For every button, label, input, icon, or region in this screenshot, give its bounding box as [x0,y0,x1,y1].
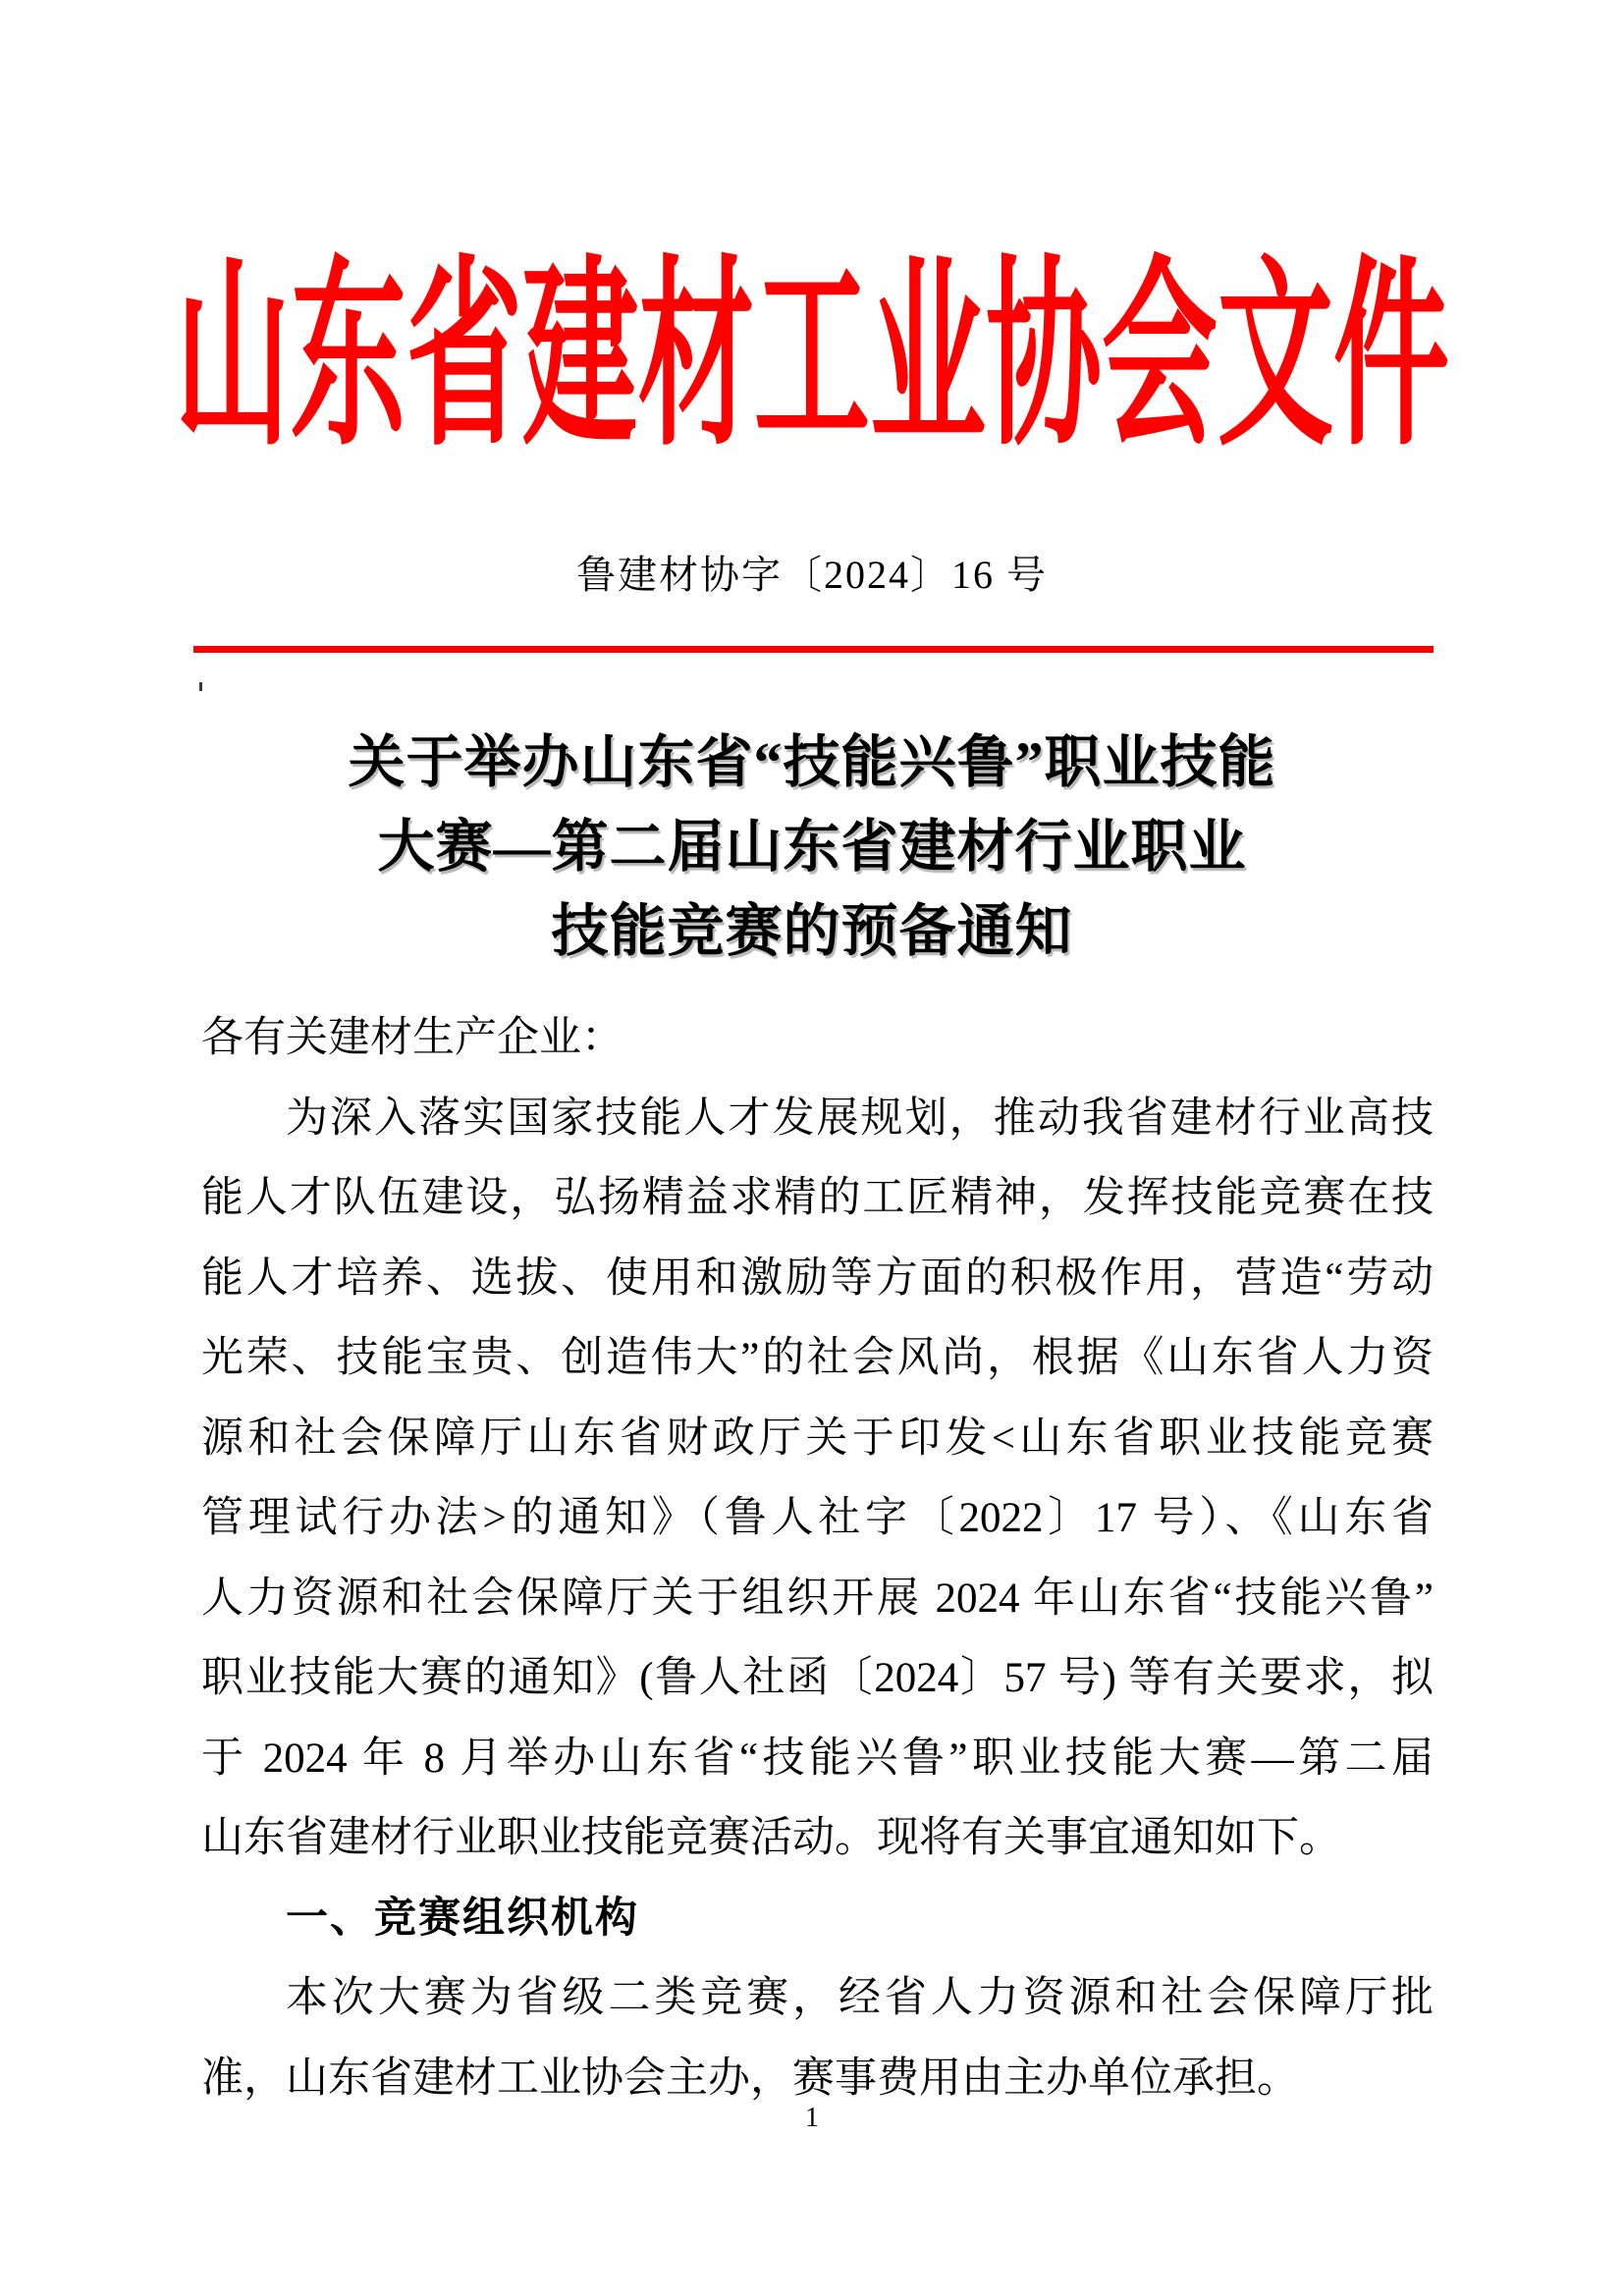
paragraph-1-line: 于 2024 年 8 月举办山东省“技能兴鲁”职业技能大赛—第二届 [201,1735,1434,1782]
paragraph-1-line: 人力资源和社会保障厅关于组织开展 2024 年山东省“技能兴鲁” [201,1575,1434,1622]
document-title-line-1: 关于举办山东省“技能兴鲁”职业技能 [348,730,1276,794]
paragraph-1-line: 管理试行办法>的通知》（鲁人社字〔2022〕17 号）、《山东省 [201,1495,1434,1541]
red-header-banner [0,244,1624,470]
paragraph-1-line: 光荣、技能宝贵、创造伟大”的社会风尚，根据《山东省人力资 [201,1335,1434,1381]
document-body [201,998,1434,2118]
stray-tick-mark [199,682,202,691]
section-heading: 一、竞赛组织机构 [286,1894,639,1942]
paragraph-1-line: 能人才培养、选拔、使用和激励等方面的积极作用，营造“劳动 [201,1255,1434,1302]
salutation: 各有关建材生产企业： [201,1015,623,1061]
page-number: 1 [805,2103,819,2133]
document-title [0,721,1624,974]
document-title-line-2: 大赛—第二届山东省建材行业职业 [377,815,1247,879]
paragraph-1-line: 为深入落实国家技能人才发展规划，推动我省建材行业高技 [286,1095,1434,1142]
paragraph-1-line: 山东省建材行业职业技能竞赛活动。现将有关事宜通知如下。 [201,1815,1341,1861]
document-number: 鲁建材协字〔2024〕16 号 [576,553,1048,597]
red-divider-line [193,646,1434,653]
paragraph-2-line: 准，山东省建材工业协会主办，赛事费用由主办单位承担。 [201,2055,1299,2102]
paragraph-1-line: 职业技能大赛的通知》(鲁人社函〔2024〕57 号) 等有关要求，拟 [201,1655,1434,1701]
paragraph-1-line: 能人才队伍建设，弘扬精益求精的工匠精神，发挥技能竞赛在技 [201,1175,1434,1221]
paragraph-2-line: 本次大赛为省级二类竞赛，经省人力资源和社会保障厅批 [286,1975,1434,2021]
paragraph-1-line: 源和社会保障厅山东省财政厅关于印发<山东省职业技能竞赛 [201,1415,1434,1462]
document-title-line-3: 技能竞赛的预备通知 [551,899,1073,963]
org-title-text: 山东省建材工业协会文件 [174,244,1449,470]
